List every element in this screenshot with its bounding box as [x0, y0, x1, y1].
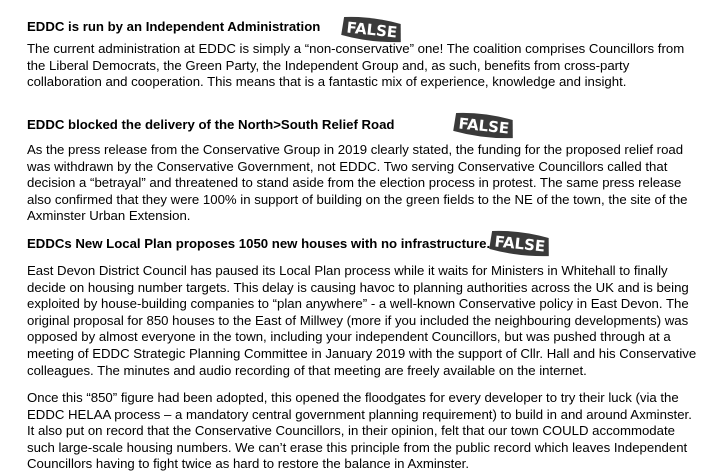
text-line: meeting of EDDC Strategic Planning Committee in January 2019 with the support of Cllr. Hall and his Conservative [27, 345, 697, 361]
text-line: the Liberal Democrats, the Green Party, the Independent Group and, as such, benefits from cross-party [27, 57, 630, 73]
text-line: was withdrawn by the Conservative Government, not EDDC. Two serving Conservative Councillors called that [27, 158, 668, 174]
svg-text:FALSE: FALSE [493, 232, 547, 256]
text-line: colleagues. The minutes and audio recording of that meeting are freely available on the internet. [27, 362, 587, 378]
false-stamp-icon [487, 226, 554, 261]
svg-text:FALSE: FALSE [345, 18, 399, 42]
text-line: As the press release from the Conservative Group in 2019 clearly stated, the funding for the proposed relief road [27, 142, 684, 157]
text-line: decision a “betrayal” and threatened to stand aside from the election process in protest. The same press release [27, 175, 682, 191]
text-line: Councillors having to fight twice as hard to restore the balance in Axminster. [27, 456, 470, 472]
text-line: collaboration and cooperation. This means that is a fantastic mix of experience, knowledge and insight. [27, 74, 627, 90]
heading-relief-road: EDDC blocked the delivery of the North>South Relief Road [27, 117, 395, 132]
text-line: exploited by house-building companies to “plan anywhere” - a well-known Conservative policy in East Devon. The [27, 296, 689, 312]
text-line: The current administration at EDDC is simply a “non-conservative” one! The coalition comprises Councillors from [27, 41, 685, 56]
text-line: Once this “850” figure had been adopted, this opened the floodgates for every developer to try their luck (via the [27, 390, 679, 405]
text-line: It also put on record that the Conservative Councillors, in their opinion, felt that our town COULD accommodate [27, 423, 675, 439]
text-line: original proposal for 850 houses to the East of Millwey (more if you included the neighbouring developments) was [27, 312, 689, 328]
text-line: also confirmed that they were 100% in support of building on the green fields to the NE of the town, the site of the [27, 191, 688, 207]
svg-text:FALSE: FALSE [457, 114, 511, 138]
text-line: decide on housing number targets. This delay is causing havoc to planning authorities across the UK and is being [27, 279, 689, 295]
text-line: EDDC HELAA process – a mandatory central government planning requirement) to build in and around Axminster. [27, 406, 692, 422]
paragraph-administration [27, 41, 684, 91]
text-line: Axminster Urban Extension. [27, 208, 191, 224]
paragraph-local-plan [27, 263, 696, 379]
paragraph-850-figure [27, 390, 692, 473]
heading-local-plan: EDDCs New Local Plan proposes 1050 new houses with no infrastructure. [27, 236, 491, 251]
text-line: opposed by almost everyone in the town, including your independent Councillors, but was pushed through at a [27, 329, 671, 345]
text-line: East Devon District Council has paused its Local Plan process while it waits for Ministers in Whitehall to finally [27, 263, 668, 278]
heading-independent-administration: EDDC is run by an Independent Administration [27, 19, 321, 34]
paragraph-relief-road [27, 142, 688, 225]
text-line: such large-scale housing numbers. We can’t erase this principle from the public record which leaves Independent [27, 439, 688, 455]
false-stamp-icon [451, 108, 518, 143]
